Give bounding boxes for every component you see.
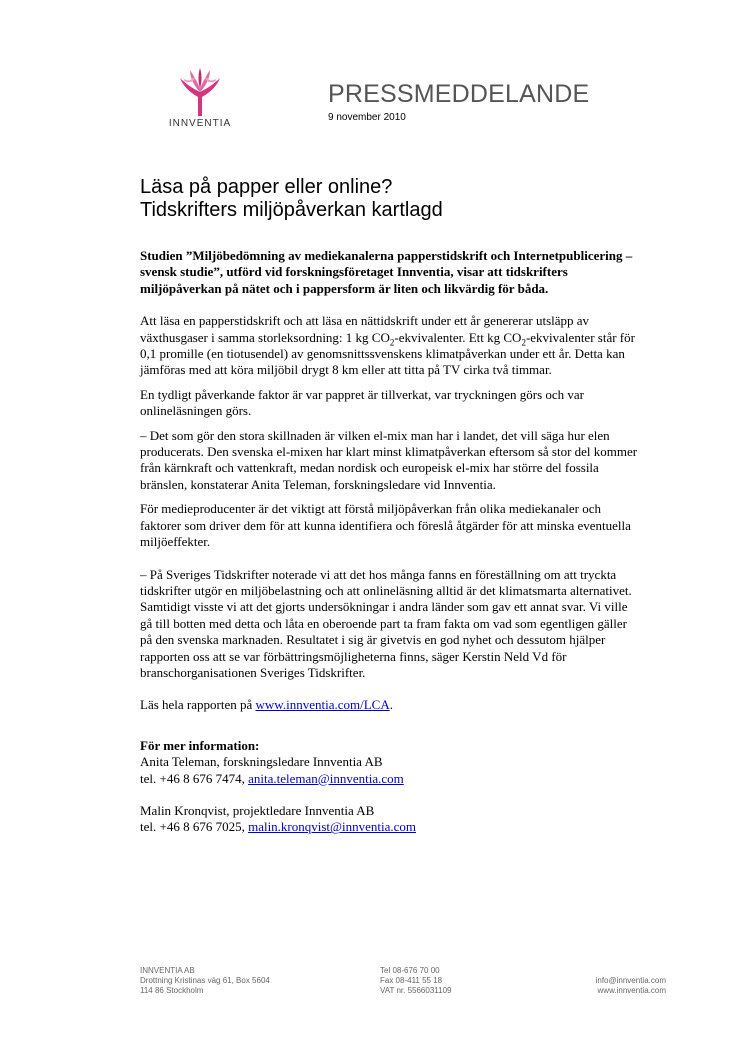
contact-2-phone: tel. +46 8 676 7025, bbox=[140, 819, 249, 835]
footer-fax: Fax 08-411 55 18 bbox=[380, 976, 443, 985]
contact-1-email-link[interactable]: anita.teleman@innventia.com bbox=[248, 770, 404, 786]
footer-website: www.innventia.com bbox=[597, 986, 666, 995]
p1-text-c: -ekvivalenter står för 0,1 promille (en tiotusendel) av genomsnittssvenskens klimatpåverkan under ett år. Detta kan jämföras med att köra miljöbil drygt 8 km eller att titta på TV cirka två timmar. bbox=[140, 329, 635, 378]
footer-vat: VAT nr. 5566031109 bbox=[380, 986, 452, 995]
footer-street: Drottning Kristinas väg 61, Box 5604 bbox=[140, 976, 270, 985]
paragraph-emissions bbox=[140, 313, 640, 379]
p1-text-a: Att läsa en papperstidskrift och att läsa en nättidskrift under ett år genererar utsläpp av växthusgaser i samma storleksordning: 1 kg CO bbox=[140, 313, 590, 345]
contact-2-email-link[interactable]: malin.kronqvist@innventia.com bbox=[248, 819, 417, 835]
innventia-logo bbox=[162, 66, 238, 134]
tree-logo-icon bbox=[170, 66, 230, 118]
paragraph-factors: En tydligt påverkande faktor är var pappret är tillverkat, var tryckningen görs och var onlineläsningen görs. bbox=[140, 386, 584, 419]
logo-wordmark: INNVENTIA bbox=[168, 118, 232, 129]
paragraph-media-producers: För medieproducenter är det viktigt att förstå miljöpåverkan från olika mediekanaler och faktorer som driver dem för att kunna identifiera och föreslå åtgärder för att minska eventuella miljöeffekter. bbox=[140, 501, 631, 550]
contact-1-name: Anita Teleman, forskningsledare Innventia AB bbox=[140, 754, 383, 770]
headline-line-1: Läsa på papper eller online? bbox=[140, 176, 393, 198]
report-link[interactable]: www.innventia.com/LCA bbox=[255, 697, 390, 713]
headline-line-2: Tidskrifters miljöpåverkan kartlagd bbox=[140, 199, 443, 221]
co2-subscript: 2 bbox=[521, 337, 526, 348]
contact-2-name: Malin Kronqvist, projektledare Innventia AB bbox=[140, 802, 375, 818]
press-release-body bbox=[140, 248, 640, 836]
footer-address bbox=[140, 966, 270, 996]
contact-heading: För mer information: bbox=[140, 737, 260, 753]
lead-paragraph: Studien ”Miljöbedömning av mediekanalerna papperstidskrift och Internetpublicering – svensk studie”, utförd vid forskningsföretaget Innventia, visar att tidskrifters miljöpåverkan på nätet och i pappersform är liten och likvärdig för båda. bbox=[140, 248, 633, 296]
contact-2-tel bbox=[140, 819, 640, 835]
footer-email: info@innventia.com bbox=[595, 976, 666, 985]
footer-web bbox=[596, 976, 666, 996]
contact-1-phone: tel. +46 8 676 7474, bbox=[140, 770, 249, 786]
paragraph-quote-teleman: – Det som gör den stora skillnaden är vilken el-mix man har i landet, det vill säga hur elen producerats. Den svenska el-mixen har klart minst klimatpåverkan eftersom så stor del kommer från kärnkraft och vattenkraft, medan nordisk och europeisk el-mix har större del fossila bränslen, konstaterar Anita Teleman, forskningsledare vid Innventia. bbox=[140, 427, 638, 492]
headline bbox=[140, 176, 443, 222]
release-date: 9 november 2010 bbox=[328, 112, 406, 123]
footer-phone bbox=[380, 966, 451, 996]
document-type-title: PRESSMEDDELANDE bbox=[328, 80, 590, 108]
paragraph-quote-neld: – På Sveriges Tidskrifter noterade vi att det hos många fanns en föreställning om att tryckta tidskrifter utgör en miljöbelastning och att onlineläsning alltid är det klimatsmarta alternativet. Samtidigt visste vi att det gjorts undersökningar i andra länder som gav ett annat svar. Vi ville gå till botten med detta och låta en oberoende part ta fram fakta om vad som egentligen gäller på den svenska marknaden. Resultatet i sig är givetvis en god nyhet och dessutom hjälper rapporten oss att se var förbättringsmöjligheterna finns, säger Kerstin Neld Vd för branschorganisationen Sveriges Tidskrifter. bbox=[140, 566, 632, 680]
paragraph-report-link bbox=[140, 697, 640, 713]
report-suffix: . bbox=[389, 697, 393, 713]
contact-1-tel bbox=[140, 771, 640, 787]
p1-text-b: -ekvivalenter. Ett kg CO bbox=[394, 329, 522, 345]
footer-city: 114 86 Stockholm bbox=[140, 986, 204, 995]
co2-subscript: 2 bbox=[389, 337, 395, 348]
footer-company: INNVENTIA AB bbox=[140, 966, 195, 975]
report-prefix: Läs hela rapporten på bbox=[140, 697, 256, 713]
footer-tel: Tel 08-676 70 00 bbox=[380, 966, 440, 975]
